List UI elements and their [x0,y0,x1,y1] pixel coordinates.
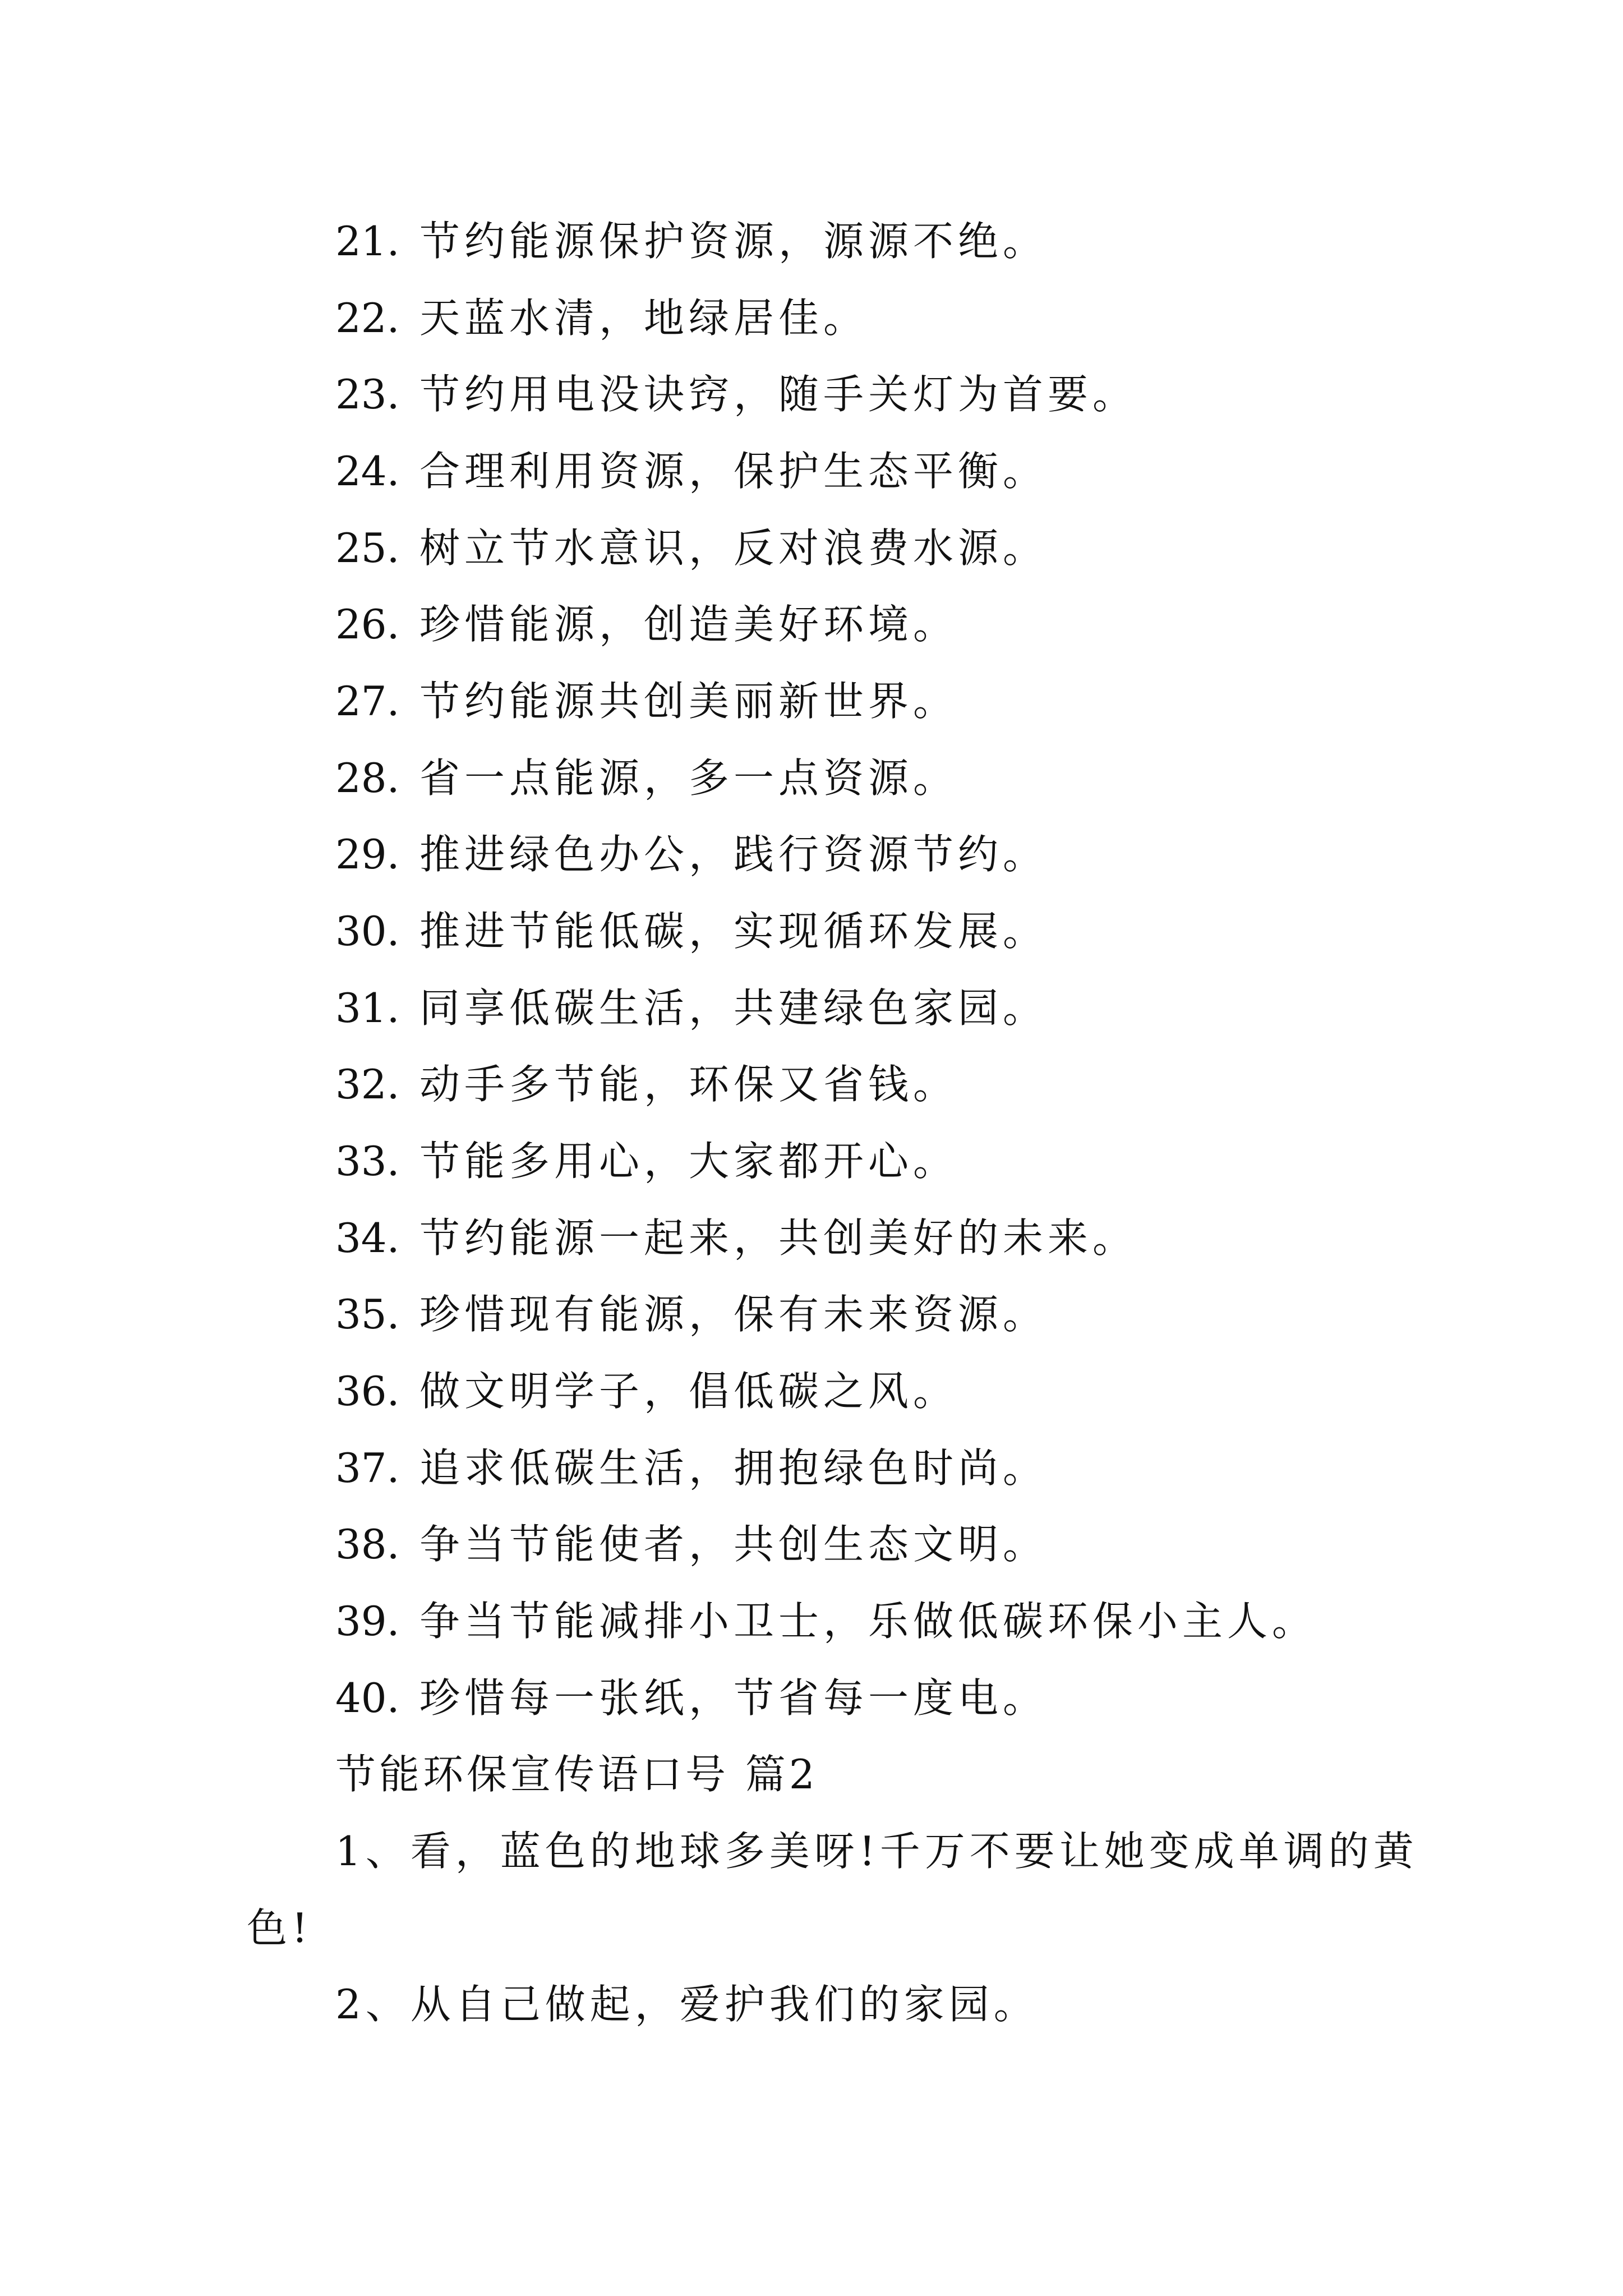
slogan-item [335,520,1048,576]
item-number: 28. [335,754,400,802]
item-number: 38. [335,1521,400,1568]
item-number: 40. [335,1674,400,1722]
item-number: 21. [335,218,400,265]
item-text: 珍惜能源，创造美好环境。 [419,601,958,648]
section-heading: 节能环保宣传语口号 篇2 [335,1751,818,1798]
item-text: 推进节能低碳，实现循环发展。 [419,908,1048,955]
item-number: 23. [335,371,400,418]
slogan-item [335,1133,958,1189]
slogan-item [335,1286,1048,1342]
item-text: 动手多节能，环保又省钱。 [419,1061,958,1108]
slogan-item [335,443,1048,499]
slogan-item [335,673,958,729]
item-number: 24. [335,448,400,495]
slogan-item [335,213,1048,269]
slogan-item [335,1593,1317,1649]
slogan-item [335,1056,958,1112]
slogan-item [335,596,958,652]
item-number: 30. [335,908,400,955]
item-number: 26. [335,601,400,648]
item-text: 节约能源一起来，共创美好的未来。 [419,1214,1138,1262]
item-text: 争当节能使者，共创生态文明。 [419,1521,1048,1568]
item-text: 同享低碳生活，共建绿色家园。 [419,984,1048,1032]
slogan-item [335,750,958,806]
item-text: 推进绿色办公，践行资源节约。 [419,831,1048,878]
slogan-item [335,366,1137,422]
item-number: 29. [335,831,400,878]
item-number: 22. [335,295,400,342]
slogan-item [335,826,1048,882]
item-text: 争当节能减排小卫士，乐做低碳环保小主人。 [419,1598,1317,1645]
item-text: 追求低碳生活，拥抱绿色时尚。 [419,1444,1048,1492]
item-text: 节约用电没诀窍，随手关灯为首要。 [419,371,1138,418]
slogan-item [335,1363,958,1419]
item-number: 32. [335,1061,400,1108]
item-text: 天蓝水清，地绿居佳。 [419,295,869,342]
slogan-item [335,903,1048,959]
item-number: 36. [335,1368,400,1415]
item-number: 31. [335,984,400,1032]
slogan-item [335,1670,1048,1726]
slogan-item [335,290,868,346]
paragraph-2: 2、从自己做起，爱护我们的家园。 [335,1981,1039,2028]
paragraph-1-line-1: 1、看，蓝色的地球多美呀!千万不要让她变成单调的黄 [335,1828,1418,1875]
slogan-item [335,980,1048,1036]
item-number: 34. [335,1214,400,1262]
item-number: 37. [335,1444,400,1492]
item-number: 33. [335,1138,400,1185]
item-text: 省一点能源，多一点资源。 [419,754,958,802]
item-text: 珍惜每一张纸，节省每一度电。 [419,1674,1048,1722]
item-number: 39. [335,1598,400,1645]
item-text: 节约能源保护资源，源源不绝。 [419,218,1048,265]
item-number: 35. [335,1291,400,1338]
slogan-item [335,1440,1048,1496]
item-text: 做文明学子，倡低碳之风。 [419,1368,958,1415]
slogan-item [335,1516,1048,1572]
item-number: 27. [335,678,400,725]
item-text: 树立节水意识，反对浪费水源。 [419,524,1048,572]
item-number: 25. [335,524,400,572]
slogan-item [335,1210,1137,1266]
item-text: 节约能源共创美丽新世界。 [419,678,958,725]
item-text: 珍惜现有能源，保有未来资源。 [419,1291,1048,1338]
item-text: 节能多用心，大家都开心。 [419,1138,958,1185]
paragraph-1-line-2: 色! [247,1904,312,1952]
item-text: 合理利用资源，保护生态平衡。 [419,448,1048,495]
